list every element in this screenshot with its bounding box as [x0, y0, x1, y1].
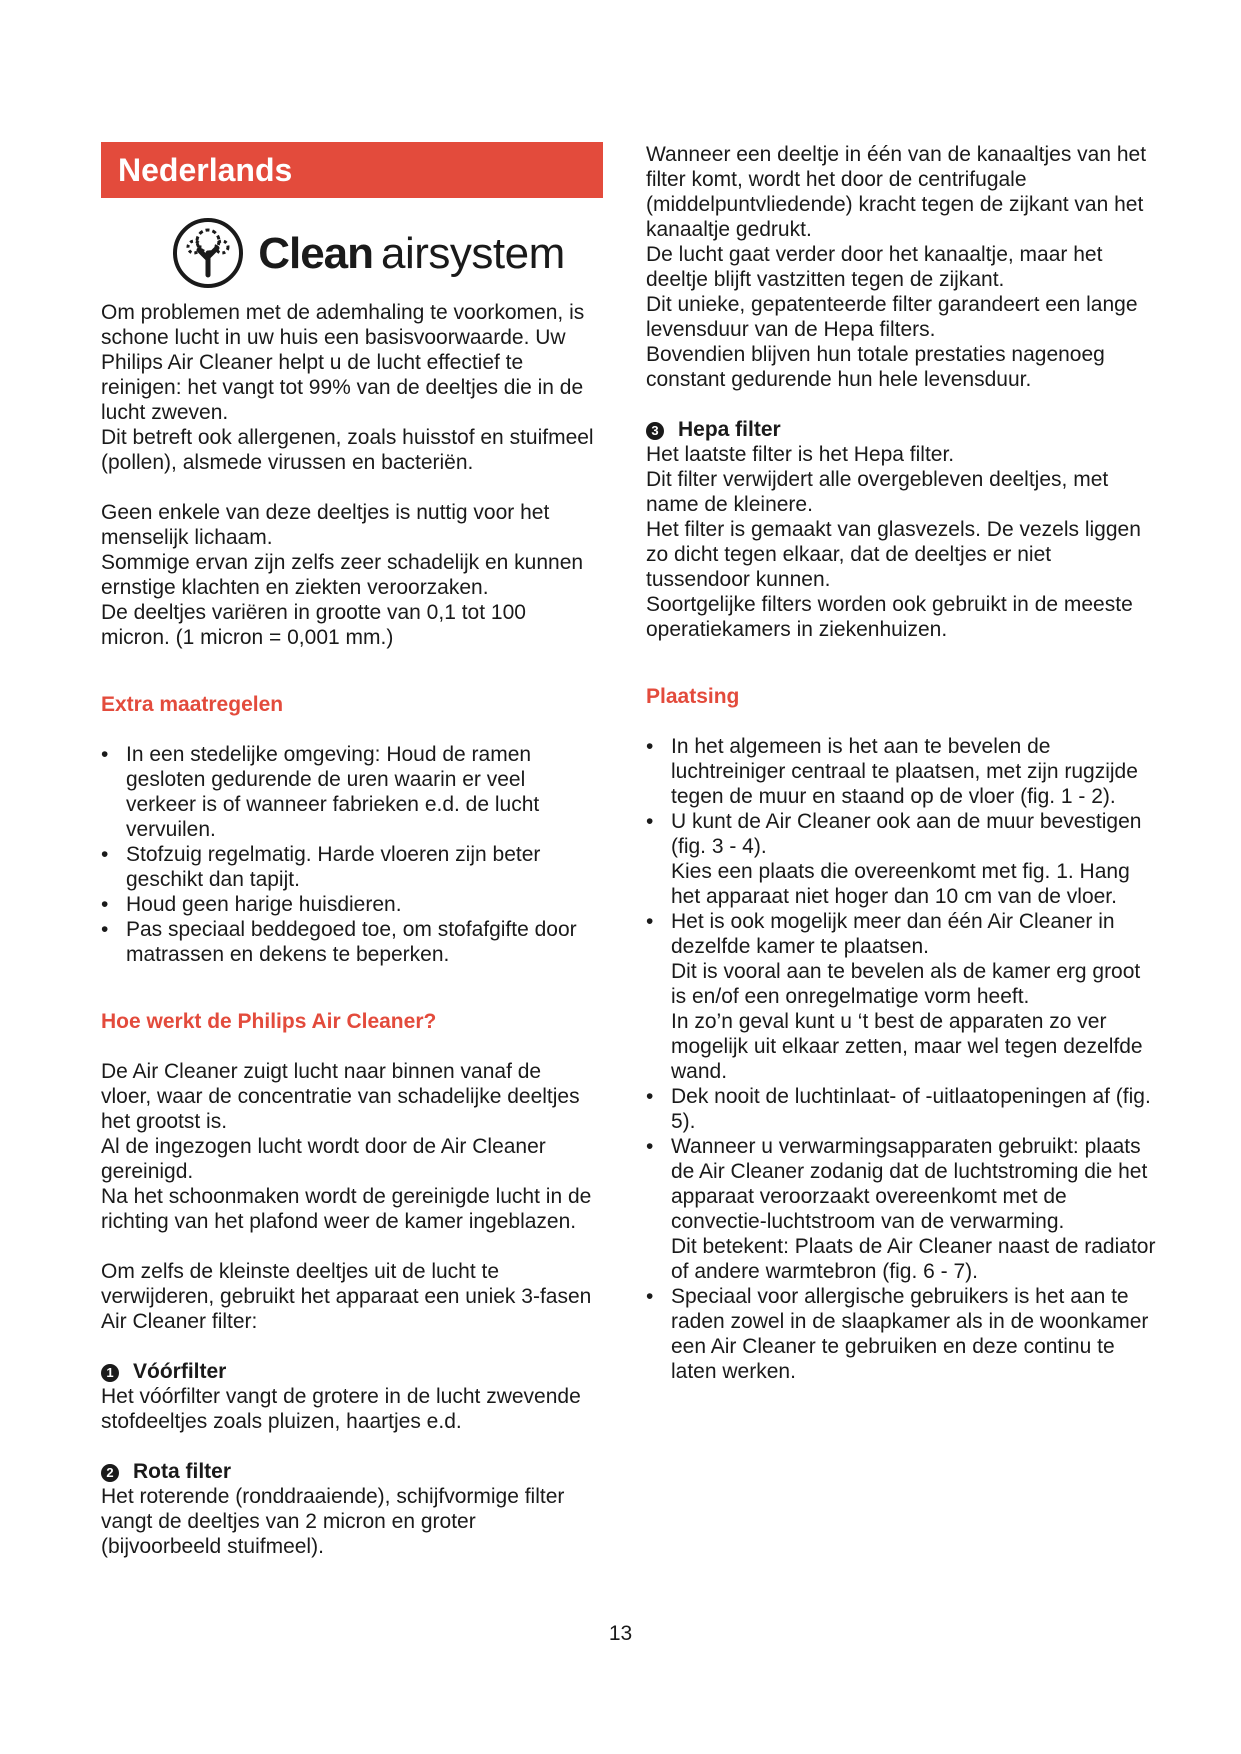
how-it-works-heading: Hoe werkt de Philips Air Cleaner?: [101, 1010, 437, 1033]
brand-logo: [141, 206, 596, 300]
list-item: • Dek nooit de luchtinlaat- of -uitlaatopeningen af (fig. 5).: [646, 1085, 1151, 1133]
how-paragraph: Al de ingezogen lucht wordt door de Air Cleaner gereinigd.: [101, 1135, 546, 1183]
rota-paragraph: Dit unieke, gepatenteerde filter garandeert een lange levensduur van de Hepa filters.: [646, 293, 1138, 341]
prefilter-title: 1 Vóórfilter: [101, 1359, 596, 1384]
intro-paragraph: De deeltjes variëren in grootte van 0,1 tot 100 micron. (1 micron = 0,001 mm.): [101, 601, 526, 649]
list-item: • Wanneer u verwarmingsapparaten gebruikt: plaats de Air Cleaner zodanig dat de luchtstroming die het apparaat veroorzaakt overeenkomt met de convectie-luchtstroom van de verwarming. Dit betekent: Plaats de Air Cleaner naast de radiator of andere warmtebron (fig. 6 - 7).: [646, 1135, 1156, 1283]
rota-paragraph: Wanneer een deeltje in één van de kanaaltjes van het filter komt, wordt het door de centrifugale (middelpuntvliedende) kracht tegen de zijkant van het kanaaltje gedrukt.: [646, 143, 1147, 241]
list-item: • Speciaal voor allergische gebruikers is het aan te raden zowel in de slaapkamer als in de woonkamer een Air Cleaner te gebruiken en deze continu te laten werken.: [646, 1285, 1149, 1383]
rota-filter-title: 2 Rota filter: [101, 1459, 596, 1484]
intro-paragraph: Dit betreft ook allergenen, zoals huisstof en stuifmeel (pollen), alsmede virussen en bacteriën.: [101, 426, 594, 474]
list-item: • Pas speciaal beddegoed toe, om stofafgifte door matrassen en dekens te beperken.: [101, 918, 577, 966]
intro-paragraph: Om problemen met de ademhaling te voorkomen, is schone lucht in uw huis een basisvoorwaarde. Uw Philips Air Cleaner helpt u de lucht effectief te reinigen: het vangt tot 99% van de deeltjes die in de lucht zweven.: [101, 301, 585, 424]
how-paragraph: Na het schoonmaken wordt de gereinigde lucht in de richting van het plafond weer de kamer ingeblazen.: [101, 1185, 592, 1233]
list-item: • In het algemeen is het aan te bevelen de luchtreiniger centraal te plaatsen, met zijn rugzijde tegen de muur en staand op de vloer (fig. 1 - 2).: [646, 735, 1138, 808]
number-3-icon: 3: [646, 422, 664, 440]
hepa-paragraph: Dit filter verwijdert alle overgebleven deeltjes, met name de kleinere.: [646, 468, 1109, 516]
number-2-icon: 2: [101, 1464, 119, 1482]
rota-filter-text: Het roterende (ronddraaiende), schijfvormige filter vangt de deeltjes van 2 micron en groter (bijvoorbeeld stuifmeel).: [101, 1485, 565, 1558]
tree-logo-icon: [172, 217, 244, 289]
rota-paragraph: Bovendien blijven hun totale prestaties nagenoeg constant gedurende hun hele levensduur.: [646, 343, 1105, 391]
hepa-paragraph: Soortgelijke filters worden ook gebruikt in de meeste operatiekamers in ziekenhuizen.: [646, 593, 1133, 641]
list-item: • Stofzuig regelmatig. Harde vloeren zijn beter geschikt dan tapijt.: [101, 843, 541, 891]
hepa-paragraph: Het filter is gemaakt van glasvezels. De vezels liggen zo dicht tegen elkaar, dat de deeltjes er niet tussendoor kunnen.: [646, 518, 1141, 591]
extra-measures-list: [101, 742, 596, 967]
page-number: 13: [608, 1622, 633, 1645]
placement-list: [646, 734, 1156, 1384]
logo-word-clean: Clean: [258, 228, 374, 278]
left-column: [101, 142, 596, 1559]
list-item: • In een stedelijke omgeving: Houd de ramen gesloten gedurende de uren waarin er veel verkeer is of wanneer fabrieken e.d. de lucht vervuilen.: [101, 743, 540, 841]
list-item: • Houd geen harige huisdieren.: [101, 893, 402, 916]
language-banner: Nederlands: [101, 142, 603, 198]
rota-paragraph: De lucht gaat verder door het kanaaltje, maar het deeltje blijft vastzitten tegen de zijkant.: [646, 243, 1103, 291]
prefilter-text: Het vóórfilter vangt de grotere in de lucht zwevende stofdeeltjes zoals pluizen, haartjes e.d.: [101, 1385, 581, 1433]
hepa-paragraph: Het laatste filter is het Hepa filter.: [646, 443, 955, 466]
logo-word-airsystem: airsystem: [381, 228, 565, 278]
list-item: • Het is ook mogelijk meer dan één Air Cleaner in dezelfde kamer te plaatsen. Dit is vooral aan te bevelen als de kamer erg groot is en/of een onregelmatige vorm heeft. In zo’n geval kunt u ‘t best de apparaten zo ver mogelijk uit elkaar zetten, maar wel tegen dezelfde wand.: [646, 910, 1143, 1083]
how-paragraph: Om zelfs de kleinste deeltjes uit de lucht te verwijderen, gebruikt het apparaat een uniek 3-fasen Air Cleaner filter:: [101, 1260, 592, 1333]
intro-paragraph: Sommige ervan zijn zelfs zeer schadelijk en kunnen ernstige klachten en ziekten veroorzaken.: [101, 551, 584, 599]
number-1-icon: 1: [101, 1364, 119, 1382]
how-paragraph: De Air Cleaner zuigt lucht naar binnen vanaf de vloer, waar de concentratie van schadelijke deeltjes het grootst is.: [101, 1060, 580, 1133]
placement-heading: Plaatsing: [646, 685, 740, 708]
intro-paragraph: Geen enkele van deze deeltjes is nuttig voor het menselijk lichaam.: [101, 501, 550, 549]
hepa-filter-title: 3 Hepa filter: [646, 417, 1156, 442]
extra-measures-heading: Extra maatregelen: [101, 693, 284, 716]
list-item: • U kunt de Air Cleaner ook aan de muur bevestigen (fig. 3 - 4). Kies een plaats die overeenkomt met fig. 1. Hang het apparaat niet hoger dan 10 cm van de vloer.: [646, 810, 1142, 908]
right-column: [646, 142, 1156, 1384]
